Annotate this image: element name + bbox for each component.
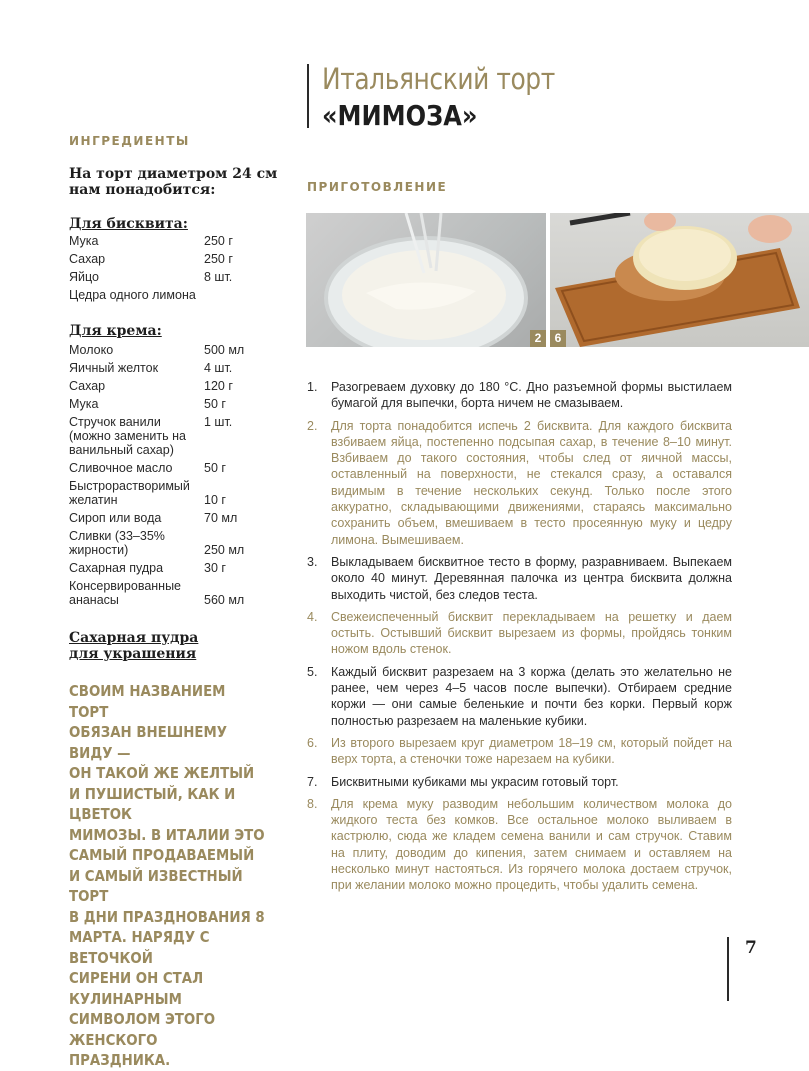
step-number: 6. (307, 735, 318, 750)
ingredient-row (69, 529, 269, 557)
ingredient-qty: 250 г (204, 234, 233, 248)
step-number: 7. (307, 774, 318, 789)
decoration-note: Сахарная пудра для украшения (69, 630, 199, 662)
ingredient-row (69, 234, 269, 248)
ingredient-row (69, 561, 269, 575)
cream-heading: Для крема: (69, 323, 162, 339)
ingredient-row (69, 270, 269, 284)
ingredient-name: Консервированные ананасы (69, 579, 182, 607)
ingredient-row (69, 461, 269, 475)
ingredient-row (69, 252, 269, 266)
ingredient-row (69, 479, 269, 507)
photo-tag: 2 (530, 330, 546, 347)
step-number: 5. (307, 664, 318, 679)
ingredients-heading: ИНГРЕДИЕНТЫ (69, 134, 190, 148)
ingredient-qty: 500 мл (204, 343, 245, 357)
ingredient-name: Сливочное масло (69, 461, 173, 475)
photo-cutting-sponge (550, 213, 809, 347)
cream-ingredients (69, 343, 269, 611)
ingredient-qty: 560 мл (204, 593, 245, 607)
step-number: 3. (307, 554, 318, 569)
ingredients-intro: На торт диаметром 24 см нам понадобится: (69, 166, 278, 198)
step-text: Бисквитными кубиками мы украсим готовый торт. (331, 774, 619, 789)
step-text: Свежеиспеченный бисквит перекладываем на решетку и даем остыть. Остывший бисквит вырезаем из формы, пройдясь тонким ножом вдоль стенок. (331, 609, 732, 657)
photo-whisking-cream (306, 213, 546, 347)
ingredient-name: Быстрорастворимый желатин (69, 479, 190, 507)
step-number: 1. (307, 380, 318, 394)
ingredient-name: Яичный желток (69, 361, 159, 375)
ingredient-name: Мука (69, 234, 99, 248)
ingredient-row (69, 415, 269, 457)
ingredient-qty: 4 шт. (204, 361, 233, 375)
step-text: Из второго вырезаем круг диаметром 18–19 см, который пойдет на верх торта, а стеночки тоже нарезаем на кубики. (331, 735, 732, 767)
ingredient-name: Сироп или вода (69, 511, 162, 525)
ingredient-name: Мука (69, 397, 99, 411)
pull-quote: СВОИМ НАЗВАНИЕМ ТОРТ ОБЯЗАН ВНЕШНЕМУ ВИДУ — ОН ТАКОЙ ЖЕ ЖЕЛТЫЙ И ПУШИСТЫЙ, КАК И ЦВЕТОК МИМОЗЫ. В ИТАЛИИ ЭТО САМЫЙ ПРОДАВАЕМЫЙ И САМЫЙ ИЗВЕСТНЫЙ ТОРТ В ДНИ ПРАЗДНОВАНИЯ 8 МАРТА. НАРЯДУ С ВЕТОЧКОЙ СИРЕНИ ОН СТАЛ КУЛИНАРНЫМ СИМВОЛОМ ЭТОГО ЖЕНСКОГО ПРАЗДНИКА. (69, 682, 265, 1069)
recipe-title-line2: «МИМОЗА» (322, 99, 478, 132)
ingredient-qty: 50 г (204, 397, 226, 411)
ingredient-name: Сливки (33–35% жирности) (69, 529, 165, 557)
ingredient-qty: 8 шт. (204, 270, 233, 284)
ingredient-qty: 50 г (204, 461, 226, 475)
step-text: Для торта понадобится испечь 2 бисквита. Для каждого бисквита взбиваем яйца, постепенно подсыпая сахар, в течение 8–10 минут. Взбиваем до такого состояния, чтобы след от яичной массы, оставленный на поверхности, не стекался сразу, а оставался видимым в течение нескольких секунд. Только после этого аккуратно, складывающими движениями, стараясь максимально сохранить объем, вмешиваем в тесто просеянную муку и цедру лимона. Вымешиваем. (331, 418, 732, 547)
ingredient-name: Яйцо (69, 270, 99, 284)
ingredient-row (69, 361, 269, 375)
ingredient-qty: 250 г (204, 252, 233, 266)
ingredient-row (69, 397, 269, 411)
preparation-heading: ПРИГОТОВЛЕНИЕ (307, 180, 448, 194)
step-item (307, 418, 732, 548)
ingredient-name: Молоко (69, 343, 114, 357)
page-number: 7 (745, 938, 757, 958)
ingredient-name: Сахарная пудра (69, 561, 164, 575)
step-text: Каждый бисквит разрезаем на 3 коржа (делать это желательно не ранее, чем через 4–5 часов после выпечки). Отбираем средние коржи — они самые беленькие и почти без корки. Первый корж полностью разрезаем на маленькие кубики. (331, 664, 732, 728)
step-number: 2. (307, 418, 318, 433)
step-item (307, 554, 732, 603)
step-number: 4. (307, 609, 318, 624)
ingredient-row (69, 343, 269, 357)
board-illustration (550, 213, 809, 347)
sponge-heading: Для бисквита: (69, 216, 188, 232)
recipe-title-line1: Итальянский торт (322, 62, 555, 96)
ingredient-name: Стручок ванили (можно заменить на ванильный сахар) (69, 415, 186, 457)
photo-tag: 6 (550, 330, 566, 347)
ingredient-qty: 1 шт. (204, 415, 233, 429)
step-item (307, 664, 732, 729)
ingredient-name: Сахар (69, 252, 106, 266)
ingredient-name: Сахар (69, 379, 106, 393)
step-item (307, 379, 732, 412)
step-item (307, 609, 732, 658)
bowl-illustration (306, 213, 546, 347)
page-number-rule (727, 937, 729, 1001)
ingredient-qty: 120 г (204, 379, 233, 393)
sponge-ingredients (69, 234, 269, 306)
step-text: Для крема муку разводим небольшим количеством молока до жидкого теста без комков. Все остальное молоко выливаем в кастрюлю, сюда же кладем семена ванили и сам стручок. Ставим на плиту, доводим до кипения, затем снимаем и оставляем на несколько минут настояться. Из горячего молока достаем стручок, при желании молоко можно процедить, чтобы удалить семена. (331, 796, 732, 893)
ingredient-qty: 70 мл (204, 511, 238, 525)
ingredient-qty: 30 г (204, 561, 226, 575)
step-item (307, 735, 732, 768)
ingredient-qty: 10 г (204, 493, 226, 507)
step-item (307, 774, 732, 790)
step-item (307, 796, 732, 894)
step-text: Выкладываем бисквитное тесто в форму, разравниваем. Выпекаем около 40 минут. Деревянная палочка из центра бисквита должна выходить чистой, без следов теста. (331, 554, 732, 602)
step-number: 8. (307, 796, 318, 811)
title-rule (307, 64, 309, 128)
ingredient-qty: 250 мл (204, 543, 245, 557)
ingredient-extra: Цедра одного лимона (69, 288, 196, 302)
ingredient-row (69, 379, 269, 393)
steps-list (307, 379, 732, 900)
ingredient-row (69, 579, 269, 607)
ingredient-row (69, 511, 269, 525)
step-text: Разогреваем духовку до 180 °С. Дно разъемной формы выстилаем бумагой для выпечки, борта ничем не смазываем. (331, 380, 732, 411)
